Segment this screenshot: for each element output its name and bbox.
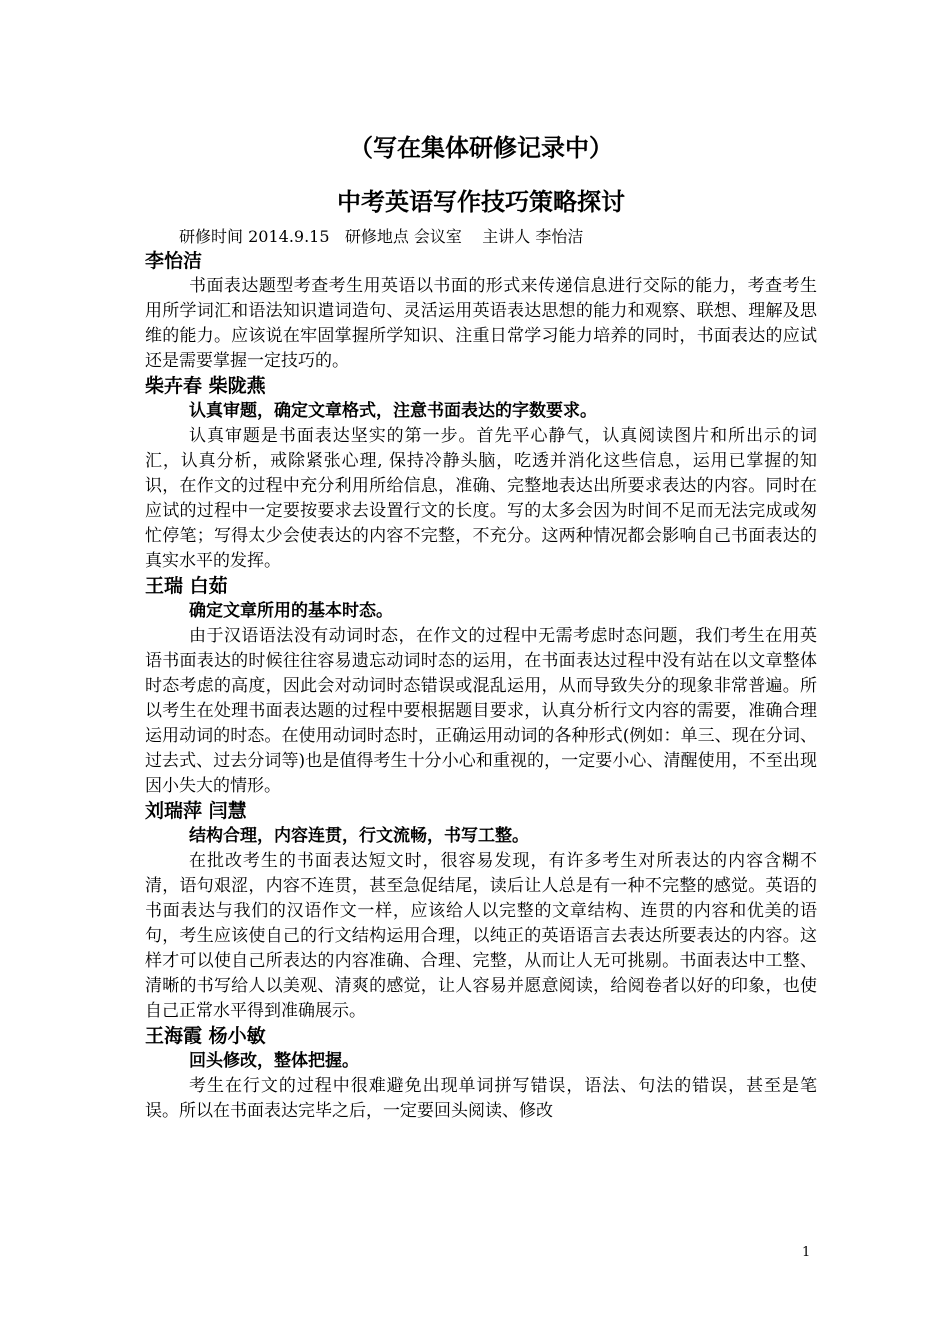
section-speaker: 柴卉春 柴陇燕	[145, 375, 266, 397]
section-paragraph: 在批改考生的书面表达短文时，很容易发现，有许多考生对所表达的内容含糊不清，语句艰涩，内容不连贯，甚至急促结尾，读后让人总是有一种不完整的感觉。英语的书面表达与我们的汉语作文一样，应该给人以完整的文章结构、连贯的内容和优美的语句，考生应该使自己的行文结构运用合理，以纯正的英语语言去表达所要表达的内容。这样才可以使自己所表达的内容准确、合理、完整，从而让人无可挑剔。书面表达中工整、清晰的书写给人以美观、清爽的感觉，让人容易并愿意阅读，给阅卷者以好的印象，也使自己正常水平得到准确展示。	[145, 851, 817, 1021]
section-heading: 回头修改，整体把握。	[189, 1051, 359, 1071]
section-speaker: 王瑞 白茹	[145, 575, 228, 597]
meta-time-value: 2014.9.15	[248, 227, 330, 246]
section-paragraph: 由于汉语语法没有动词时态，在作文的过程中无需考虑时态问题，我们考生在用英语书面表达的时候往往容易遗忘动词时态的运用，在书面表达过程中没有站在以文章整体时态考虑的高度，因此会对动词时态错误或混乱运用，从而导致失分的现象非常普遍。所以考生在处理书面表达题的过程中要根据题目要求，认真分析行文内容的需要，准确合理运用动词的时态。在使用动词时态时，正确运用动词的各种形式(例如：单三、现在分词、过去式、过去分词等)也是值得考生十分小心和重视的，一定要小心、清醒使用，不至出现因小失大的情形。	[145, 626, 817, 796]
document-page	[145, 125, 817, 1124]
document-title-line2: 中考英语写作技巧策略探讨	[337, 188, 625, 216]
page-number: 1	[802, 1245, 811, 1260]
section-paragraph: 认真审题是书面表达坚实的第一步。首先平心静气，认真阅读图片和所出示的词汇，认真分析，戒除紧张心理, 保持冷静头脑，吃透并消化这些信息，运用已掌握的知识，在作文的过程中充分利用所给信息，准确、完整地表达出所要求表达的内容。同时在应试的过程中一定要按要求去设置行文的长度。写的太多会因为时间不足而无法完成或匆忙停笔；写得太少会使表达的内容不完整，不充分。这两种情况都会影响自己书面表达的真实水平的发挥。	[145, 426, 817, 571]
document-title-line1: （写在集体研修记录中）	[349, 134, 613, 162]
meta-time-label: 研修时间	[179, 227, 244, 246]
meta-speaker-value: 李怡洁	[535, 227, 584, 246]
meta-place-value: 会议室	[413, 227, 462, 246]
section-heading: 结构合理，内容连贯，行文流畅，书写工整。	[189, 826, 529, 846]
meta-speaker-label: 主讲人	[482, 227, 531, 246]
section-paragraph: 书面表达题型考查考生用英语以书面的形式来传递信息进行交际的能力，考查考生用所学词汇和语法知识遣词造句、灵活运用英语表达思想的能力和观察、联想、理解及思维的能力。应该说在牢固掌握所学知识、注重日常学习能力培养的同时，书面表达的应试还是需要掌握一定技巧的。	[145, 276, 817, 371]
section-paragraph: 考生在行文的过程中很难避免出现单词拼写错误，语法、句法的错误，甚至是笔误。所以在书面表达完毕之后，一定要回头阅读、修改	[145, 1076, 817, 1121]
section-speaker: 刘瑞萍 闫慧	[145, 800, 247, 822]
section-speaker: 王海霞 杨小敏	[145, 1025, 266, 1047]
section-speaker: 李怡洁	[145, 250, 203, 272]
section-heading: 认真审题，确定文章格式，注意书面表达的字数要求。	[189, 401, 597, 421]
section-heading: 确定文章所用的基本时态。	[189, 601, 393, 621]
session-meta	[179, 225, 817, 249]
meta-place-label: 研修地点	[344, 227, 409, 246]
